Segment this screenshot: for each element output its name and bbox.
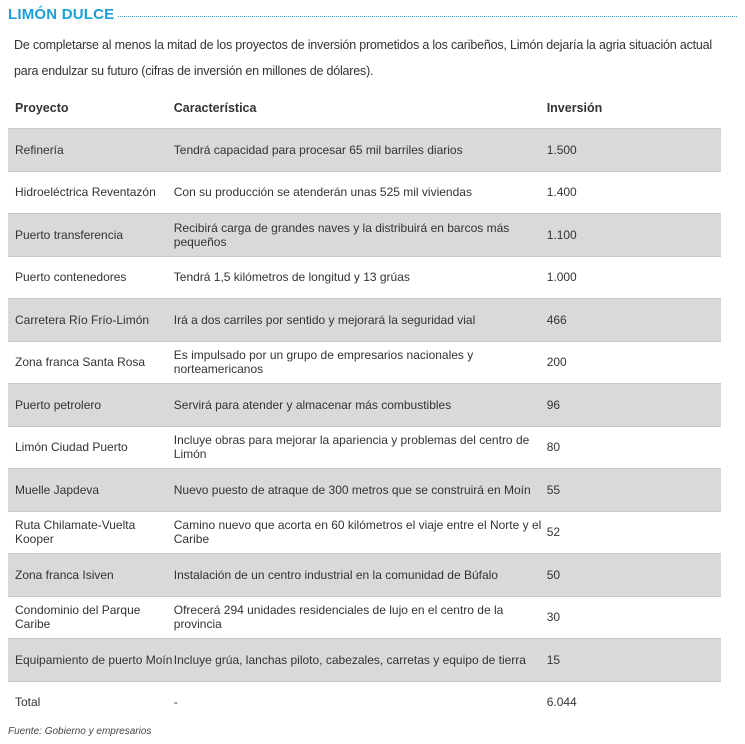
- table-row: [8, 681, 721, 723]
- header: [8, 6, 737, 26]
- cell-proyecto: Muelle Japdeva: [8, 469, 174, 512]
- cell-inversion: 96: [547, 384, 721, 427]
- table-row: [8, 554, 721, 597]
- table-row: [8, 384, 721, 427]
- table-row: [8, 639, 721, 682]
- cell-inversion: 80: [546, 440, 561, 455]
- cell-caracteristica: Incluye grúa, lanchas piloto, cabezales, carretas y equipo de tierra: [174, 639, 547, 682]
- cell-proyecto: Zona franca Isiven: [8, 554, 174, 597]
- cell-proyecto: Condominio del Parque Caribe: [15, 603, 141, 632]
- page-title: LIMÓN DULCE: [8, 6, 118, 23]
- cell-caracteristica: Instalación de un centro industrial en la comunidad de Búfalo: [174, 554, 547, 597]
- table-row: [8, 171, 721, 214]
- table-row: [8, 511, 721, 554]
- header-proyecto: Proyecto: [15, 101, 69, 115]
- cell-proyecto: Ruta Chilamate-Vuelta Kooper: [15, 518, 136, 547]
- cell-inversion: 50: [547, 554, 721, 597]
- cell-proyecto: Equipamiento de puerto Moín: [8, 639, 174, 682]
- cell-proyecto: Puerto petrolero: [8, 384, 174, 427]
- cell-caracteristica: Con su producción se atenderán unas 525 mil viviendas: [173, 185, 472, 200]
- table-row: [8, 341, 721, 384]
- cell-proyecto: Hidroeléctrica Reventazón: [15, 185, 156, 200]
- intro-text: De completarse al menos la mitad de los proyectos de inversión prometidos a los caribeños, Limón dejaría la agria situación actual para endulzar su futuro (cifras de inversión en millones de dólares).: [14, 38, 712, 78]
- cell-inversion: 466: [547, 299, 721, 342]
- table-row: [8, 256, 721, 299]
- cell-proyecto: Zona franca Santa Rosa: [15, 355, 146, 370]
- cell-caracteristica: Servirá para atender y almacenar más combustibles: [174, 384, 547, 427]
- cell-proyecto: Puerto transferencia: [8, 214, 174, 257]
- cell-caracteristica: Recibirá carga de grandes naves y la distribuirá en barcos más pequeños: [174, 214, 547, 257]
- cell-caracteristica: Incluye obras para mejorar la apariencia y problemas del centro de Limón: [173, 433, 530, 462]
- cell-inversion: 1.000: [546, 270, 577, 285]
- source-note: Fuente: Gobierno y empresarios: [8, 726, 152, 737]
- table-row: [8, 596, 721, 639]
- cell-proyecto: Carretera Río Frío-Limón: [8, 299, 174, 342]
- header-inversion: Inversión: [546, 101, 603, 115]
- cell-proyecto: Refinería: [8, 129, 174, 172]
- cell-inversion: 1.500: [547, 129, 721, 172]
- cell-inversion: 30: [546, 610, 561, 625]
- table-row: [8, 214, 721, 257]
- cell-caracteristica: Nuevo puesto de atraque de 300 metros que se construirá en Moín: [174, 469, 547, 512]
- cell-caracteristica: Es impulsado por un grupo de empresarios nacionales y norteamericanos: [173, 348, 474, 377]
- cell-proyecto: Puerto contenedores: [15, 270, 127, 285]
- cell-proyecto: Total: [15, 695, 41, 710]
- header-caracteristica: Característica: [173, 101, 257, 115]
- cell-caracteristica: -: [173, 695, 178, 710]
- cell-proyecto: Limón Ciudad Puerto: [15, 440, 128, 455]
- investment-table: [8, 88, 721, 723]
- cell-caracteristica: Tendrá 1,5 kilómetros de longitud y 13 grúas: [173, 270, 410, 285]
- table-row: [8, 299, 721, 342]
- cell-caracteristica: Ofrecerá 294 unidades residenciales de lujo en el centro de la provincia: [173, 603, 504, 632]
- cell-inversion: 6.044: [546, 695, 577, 710]
- cell-caracteristica: Camino nuevo que acorta en 60 kilómetros el viaje entre el Norte y el Caribe: [173, 518, 542, 547]
- cell-inversion: 52: [546, 525, 561, 540]
- table-row: [8, 129, 721, 172]
- cell-inversion: 1.100: [547, 214, 721, 257]
- cell-caracteristica: Tendrá capacidad para procesar 65 mil barriles diarios: [174, 129, 547, 172]
- cell-inversion: 55: [547, 469, 721, 512]
- cell-inversion: 1.400: [546, 185, 577, 200]
- cell-inversion: 15: [547, 639, 721, 682]
- table-row: [8, 469, 721, 512]
- cell-caracteristica: Irá a dos carriles por sentido y mejorará la seguridad vial: [174, 299, 547, 342]
- table-row: [8, 426, 721, 469]
- table-header-row: [8, 88, 721, 129]
- cell-inversion: 200: [546, 355, 567, 370]
